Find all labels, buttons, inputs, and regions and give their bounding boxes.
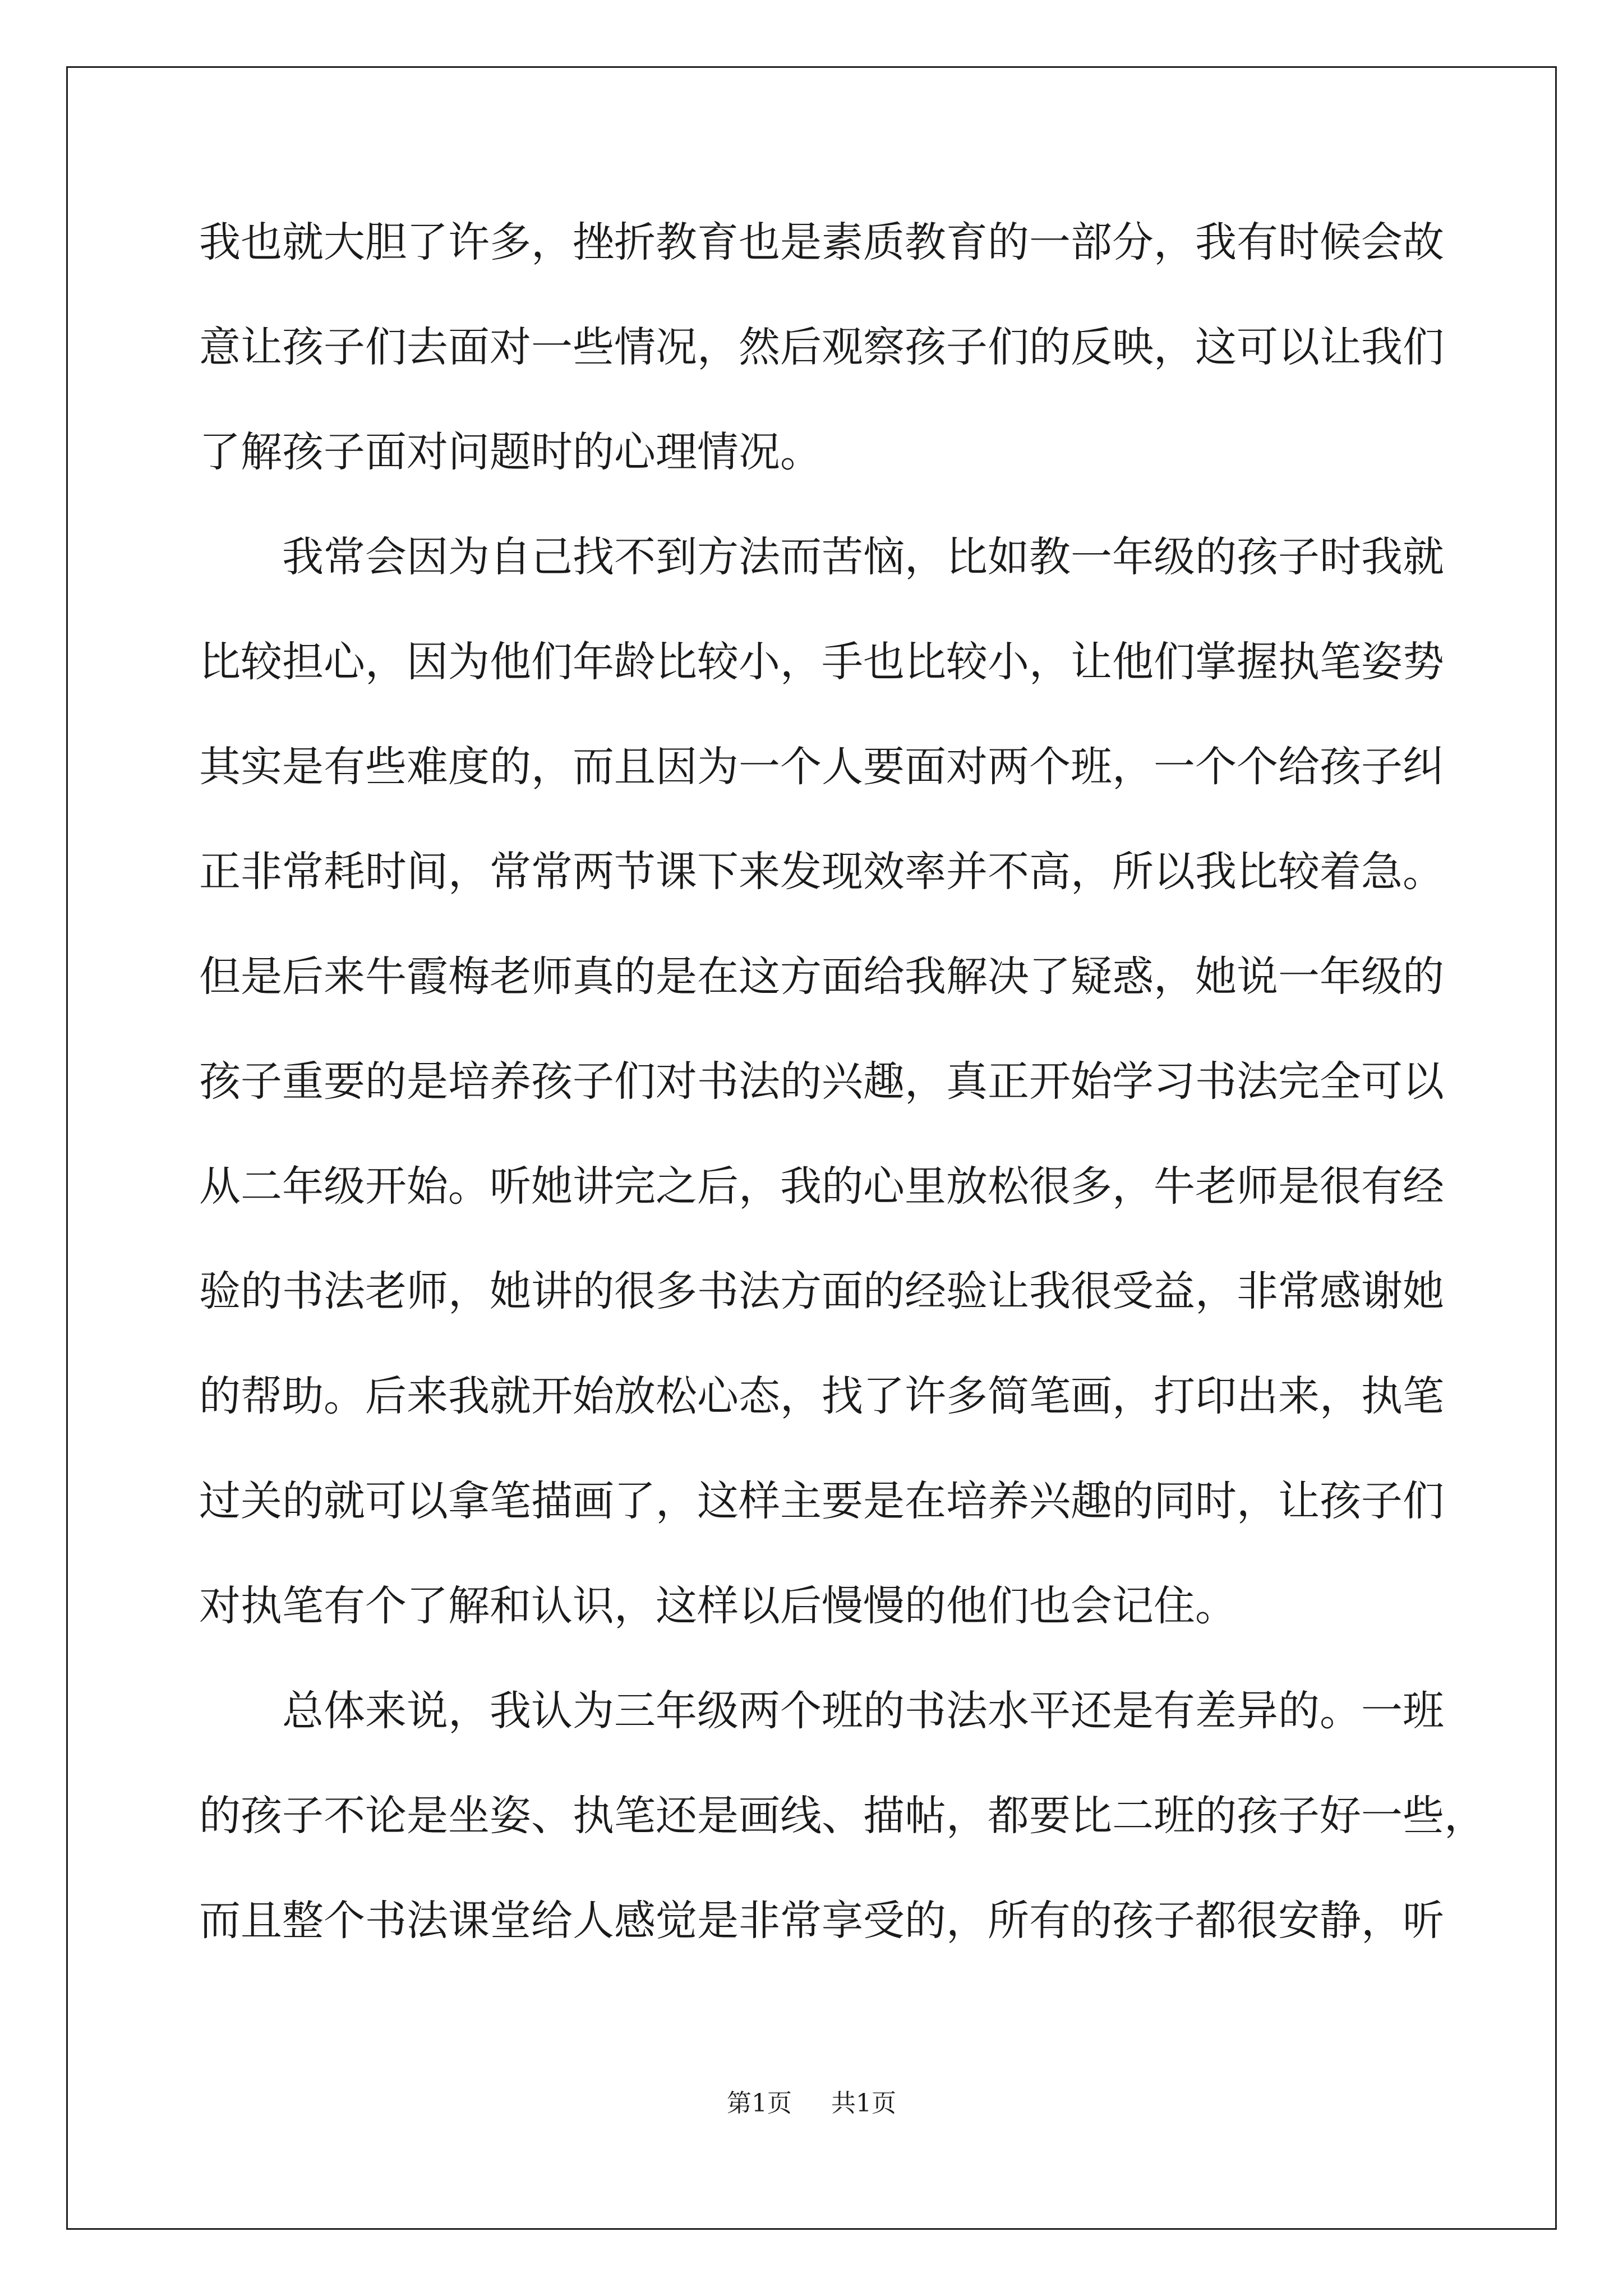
text-line: 但是后来牛霞梅老师真的是在这方面给我解决了疑惑，她说一年级的 [199, 953, 1444, 1001]
text-line: 从二年级开始。听她讲完之后，我的心里放松很多，牛老师是很有经 [199, 1162, 1444, 1211]
page-number-current: 第1页 [727, 2089, 792, 2118]
text-line: 我也就大胆了许多，挫折教育也是素质教育的一部分，我有时候会故 [199, 218, 1444, 266]
text-line: 总体来说，我认为三年级两个班的书法水平还是有差异的。一班 [282, 1687, 1444, 1735]
text-line: 其实是有些难度的，而且因为一个人要面对两个班，一个个给孩子纠 [199, 743, 1444, 791]
text-line: 的帮助。后来我就开始放松心态，找了许多简笔画，打印出来，执笔 [199, 1372, 1444, 1420]
document-body [199, 216, 1486, 1999]
text-line: 正非常耗时间，常常两节课下来发现效率并不高，所以我比较着急。 [199, 848, 1444, 896]
text-line: 孩子重要的是培养孩子们对书法的兴趣，真正开始学习书法完全可以 [199, 1057, 1444, 1106]
text-line: 我常会因为自己找不到方法而苦恼，比如教一年级的孩子时我就 [282, 533, 1444, 581]
text-line: 对执笔有个了解和认识，这样以后慢慢的他们也会记住。 [199, 1582, 1237, 1630]
page-number-total: 共1页 [831, 2089, 896, 2118]
text-line: 比较担心，因为他们年龄比较小，手也比较小，让他们掌握执笔姿势 [199, 638, 1444, 686]
text-line: 的孩子不论是坐姿、执笔还是画线、描帖，都要比二班的孩子好一些， [199, 1792, 1486, 1840]
text-line: 了解孩子面对问题时的心理情况。 [199, 428, 822, 476]
text-line: 而且整个书法课堂给人感觉是非常享受的，所有的孩子都很安静，听 [199, 1897, 1444, 1945]
text-line: 过关的就可以拿笔描画了，这样主要是在培养兴趣的同时，让孩子们 [199, 1477, 1444, 1525]
text-line: 验的书法老师，她讲的很多书法方面的经验让我很受益，非常感谢她 [199, 1267, 1444, 1315]
text-line: 意让孩子们去面对一些情况，然后观察孩子们的反映，这可以让我们 [199, 323, 1444, 371]
page-footer [0, 2087, 1623, 2120]
